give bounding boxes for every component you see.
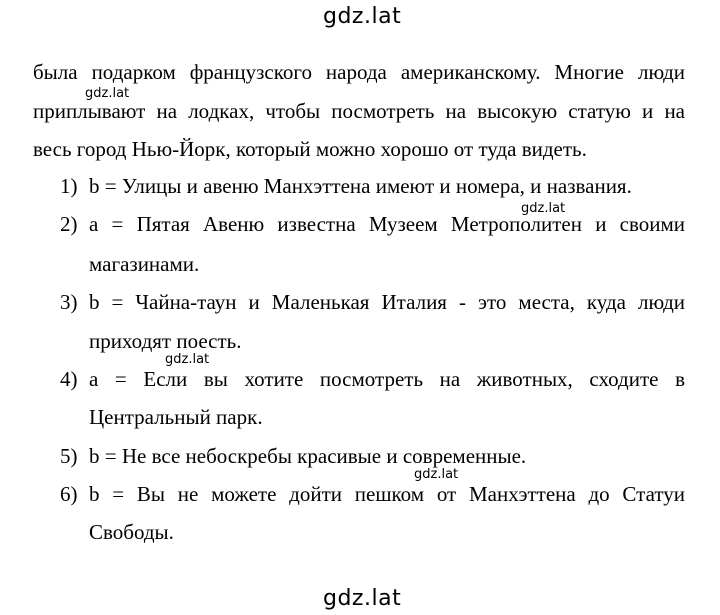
item-4-line-2: Центральный парк. [89,405,263,429]
item-6-line-1: b = Вы не можете дойти пешком от Манхэттена до Статуи [89,482,685,506]
item-1-line-1: b = Улицы и авеню Манхэттена имеют и номера, и названия. [89,174,632,198]
watermark-inline-2: gdz.lat [521,201,566,216]
item-number-4: 4) [60,367,78,391]
item-2-line-2: магазинами. [89,252,200,276]
item-3-line-1: b = Чайна-таун и Маленькая Италия - это места, куда люди [89,290,685,314]
item-number-1: 1) [60,174,78,198]
item-number-6: 6) [60,482,78,506]
item-5-line-1: b = Не все небоскребы красивые и современные. [89,444,527,468]
item-3-line-2: приходят поесть. [89,329,242,353]
item-6-line-2: Свободы. [89,520,174,544]
item-number-5: 5) [60,444,78,468]
item-4-line-1: a = Если вы хотите посмотреть на животных, сходите в [89,367,685,391]
watermark-inline-3: gdz.lat [165,352,210,367]
paragraph-line-3: весь город Нью-Йорк, который можно хорошо от туда видеть. [33,137,587,161]
item-2-line-1: a = Пятая Авеню известна Музеем Метрополитен и своими [89,212,685,236]
item-number-2: 2) [60,212,78,236]
watermark-top: gdz.lat [323,4,402,29]
item-number-3: 3) [60,290,78,314]
paragraph-line-2: приплывают на лодках, чтобы посмотреть на высокую статую и на [33,99,685,123]
watermark-inline-1: gdz.lat [85,86,130,101]
watermark-bottom: gdz.lat [323,586,402,611]
paragraph-line-1: была подарком французского народа американскому. Многие люди [33,60,685,84]
watermark-inline-4: gdz.lat [414,467,459,482]
